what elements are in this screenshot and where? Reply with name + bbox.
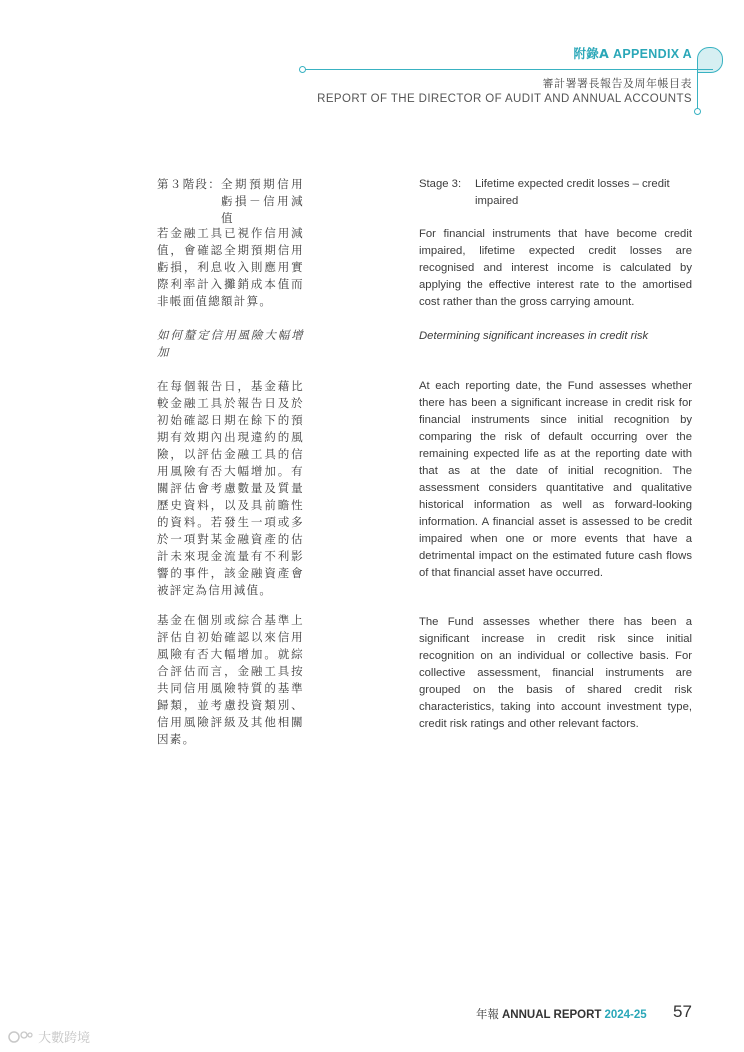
zh-stage-label: 第３階段： [157, 177, 221, 191]
en-paragraph-2: At each reporting date, the Fund assesses whether there has been a significant increase in credit risk for financial instruments since initial recognition by comparing the risk of default occurring over the remaining expected life as at the reporting date with that as at the date of initial recognition. The assessment considers quantitative and qualitative historical information as well as forward-looking information. A financial asset is assessed to be credit impaired when one or more events that have a detrimental impact on the estimated future cash flows of that financial asset have occurred. [419, 380, 692, 579]
en-paragraph-3: The Fund assesses whether there has been a significant increase in credit risk since initial recognition on an individual or collective basis. For collective assessment, financial instruments are grouped on the basis of shared credit risk characteristics, taking into account investment type, credit risk ratings and other relevant factors. [419, 616, 692, 730]
watermark-text: 大數跨境 [38, 1031, 91, 1046]
zh-paragraph-3: 基金在個別或綜合基準上評估自初始確認以來信用風險有否大幅增加。就綜合評估而言，金融工具按共同信用風險特質的基準歸類，並考慮投資類別、信用風險評級及其他相關因素。 [157, 613, 304, 746]
header-rule-dot-bottom [694, 108, 701, 115]
zh-paragraph-2: 在每個報告日，基金藉比較金融工具於報告日及於初始確認日期在餘下的預期有效期內出現違約的風險，以評估金融工具的信用風險有否大幅增加。有關評估會考慮數量及質量歷史資料，以及具前瞻性的資料。若發生一項或多於一項對某金融資產的估計未來現金流量有不利影響的事件，該金融資產會被評定為信用減值。 [157, 379, 304, 597]
appendix-label [573, 44, 692, 62]
header-rule-vertical [697, 69, 698, 110]
footer-label [476, 1006, 647, 1022]
footer-label-en: ANNUAL REPORT [502, 1009, 602, 1021]
report-title-zh: 審計署署長報告及周年帳目表 [542, 77, 692, 90]
appendix-label-en: APPENDIX A [613, 47, 692, 61]
zh-section-heading: 如何釐定信用風險大幅增加 [157, 328, 304, 359]
en-stage-heading [419, 176, 692, 210]
en-section-heading: Determining significant increases in credit risk [419, 330, 649, 342]
appendix-label-zh: 附錄A [573, 46, 610, 61]
footer-year: 2024-25 [604, 1009, 647, 1021]
page-number: 57 [673, 1002, 692, 1021]
report-title-en: REPORT OF THE DIRECTOR OF AUDIT AND ANNUAL ACCOUNTS [317, 93, 692, 105]
zh-stage-heading [157, 176, 304, 227]
zh-paragraph-1: 若金融工具已視作信用減值，會確認全期預期信用虧損，利息收入則應用實際利率計入攤銷成本值而非帳面值總額計算。 [157, 226, 304, 308]
header-rule [303, 69, 713, 70]
en-stage-label: Stage 3: [419, 178, 462, 190]
watermark [8, 1027, 90, 1046]
footer-label-zh: 年報 [476, 1007, 499, 1021]
watermark-logo-icon [8, 1030, 34, 1044]
zh-stage-text: 全期預期信用虧損－信用減值 [221, 177, 304, 225]
header-rule-dot-left [299, 66, 306, 73]
en-stage-text: Lifetime expected credit losses – credit impaired [475, 178, 670, 207]
en-paragraph-1: For financial instruments that have become credit impaired, lifetime expected credit losses are recognised and interest income is calculated by applying the effective interest rate to the amortised cost rather than the gross carrying amount. [419, 228, 692, 308]
